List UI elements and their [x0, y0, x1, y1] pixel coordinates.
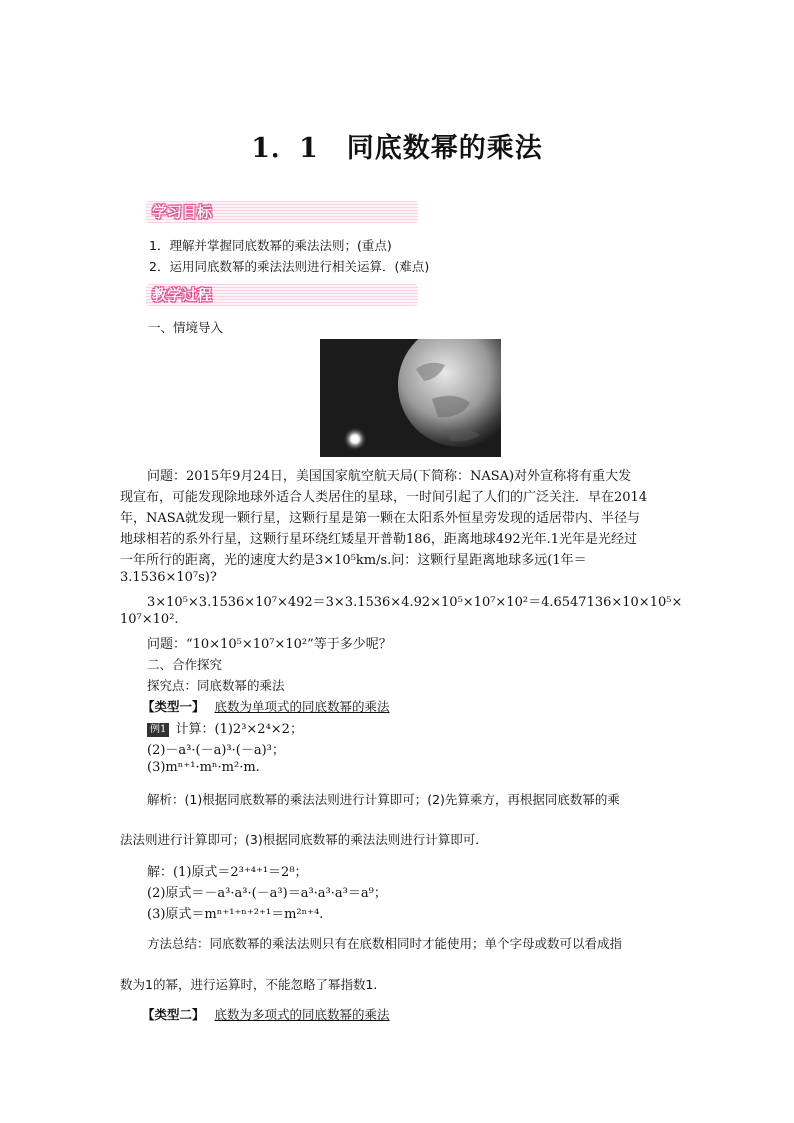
- example-badge: 例1: [147, 723, 169, 737]
- paragraph-line: 问题：2015年9月24日，美国国家航空航天局(下简称：NASA)对外宣称将有重大发: [147, 469, 632, 484]
- analysis-line: 解析：(1)根据同底数幂的乘法法则进行计算即可；(2)先算乘方，再根据同底数幂的乘: [147, 792, 620, 807]
- planet-photo: [320, 339, 501, 457]
- paragraph-line: 年，NASA就发现一颗行星，这颗行星是第一颗在太阳系外恒星旁发现的适居带内、半径与: [120, 511, 641, 526]
- solution-line: (3)原式＝mⁿ⁺¹⁺ⁿ⁺²⁺¹＝m²ⁿ⁺⁴.: [147, 907, 324, 922]
- section-heading: 二、合作探究: [147, 657, 223, 672]
- summary-line: 方法总结：同底数幂的乘法法则只有在底数相同时才能使用；单个字母或数可以看成指: [147, 936, 623, 951]
- calculation-line: 10⁷×10².: [120, 612, 179, 627]
- question-line: 问题：“10×10⁵×10⁷×10²”等于多少呢？: [147, 637, 392, 652]
- solution-line: 解：(1)原式＝2³⁺⁴⁺¹＝2⁸；: [147, 865, 308, 880]
- type-title: 底数为多项式的同底数幂的乘法: [214, 1007, 390, 1022]
- page-title: 1．1 同底数幂的乘法: [251, 133, 543, 164]
- paragraph-line: 一年所行的距离，光的速度大约是3×10⁵km/s.问：这颗行星距离地球多远(1年＝: [120, 553, 587, 568]
- goal-item: 1．理解并掌握同底数幂的乘法法则；(重点): [149, 238, 392, 253]
- calculation-line: 3×10⁵×3.1536×10⁷×492＝3×3.1536×4.92×10⁵×10⁷×10²＝4.6547136×10×10⁵×: [147, 595, 683, 610]
- planet-image: [320, 339, 501, 457]
- banner-label: 教学过程: [152, 286, 213, 304]
- summary-line: 数为1的幂，进行运算时，不能忽略了幂指数1.: [120, 977, 378, 992]
- paragraph-line: 现宣布，可能发现除地球外适合人类居住的星球，一时间引起了人们的广泛关注．早在2014: [120, 490, 648, 505]
- example-part: 计算：(1)2³×2⁴×2；: [175, 722, 303, 737]
- goal-item: 2．运用同底数幂的乘法法则进行相关运算．(难点): [149, 259, 430, 274]
- type-heading: [142, 1005, 390, 1023]
- banner-label: 学习目标: [152, 203, 213, 221]
- solution-line: (2)原式＝－a³·a³·(－a³)＝a³·a³·a³＝a⁹；: [147, 886, 387, 901]
- type-tag: 【类型一】: [142, 699, 205, 714]
- explore-point: 探究点：同底数幂的乘法: [147, 678, 285, 693]
- example-part: (2)－a³·(－a)³·(－a)³；: [147, 743, 285, 758]
- section-heading: 一、情境导入: [148, 320, 224, 335]
- example-part: (3)mⁿ⁺¹·mⁿ·m²·m.: [147, 760, 260, 775]
- type-heading: [142, 697, 390, 715]
- paragraph-line: 3.1536×10⁷s)?: [120, 570, 217, 585]
- paragraph-line: 地球相若的系外行星，这颗行星环绕红矮星开普勒186，距离地球492光年.1光年是光经过: [120, 532, 638, 547]
- banner-process: [146, 284, 418, 306]
- example-question: [147, 718, 303, 737]
- type-tag: 【类型二】: [142, 1007, 205, 1022]
- banner-goals: [146, 201, 418, 223]
- type-title: 底数为单项式的同底数幂的乘法: [214, 699, 390, 714]
- analysis-line: 法法则进行计算即可；(3)根据同底数幂的乘法法则进行计算即可．: [120, 832, 488, 847]
